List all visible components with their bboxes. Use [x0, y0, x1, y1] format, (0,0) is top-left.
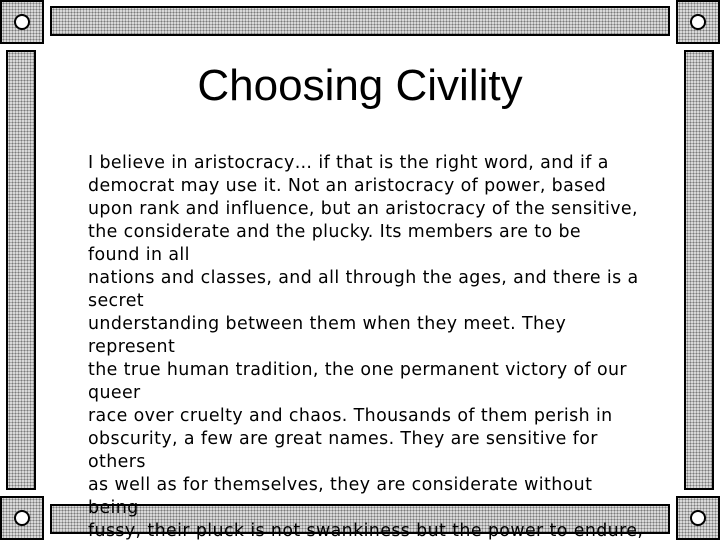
- body-line: democrat may use it. Not an aristocracy of power, based: [88, 176, 607, 196]
- body-line: fussy, their pluck is not swankiness but the power to endure,: [88, 521, 644, 540]
- body-line: queer: [88, 383, 141, 403]
- body-line: nations and classes, and all through the ages, and there is a: [88, 268, 639, 288]
- body-line: being: [88, 498, 139, 518]
- body-line: the considerate and the plucky. Its members are to be: [88, 222, 582, 242]
- frame-border-left: [6, 50, 36, 490]
- body-line: represent: [88, 337, 176, 357]
- body-line: the true human tradition, the one permanent victory of our: [88, 360, 627, 380]
- frame-border-top: [50, 6, 670, 36]
- body-line: race over cruelty and chaos. Thousands of them perish in: [88, 406, 613, 426]
- body-line: as well as for themselves, they are considerate without: [88, 475, 593, 495]
- frame-border-right: [684, 50, 714, 490]
- corner-ornament-top-right-icon: [676, 0, 720, 44]
- body-line: understanding between them when they meet. They: [88, 314, 567, 334]
- body-line: I believe in aristocracy… if that is the right word, and if a: [88, 153, 609, 173]
- corner-ornament-top-left-icon: [0, 0, 44, 44]
- corner-ornament-bottom-left-icon: [0, 496, 44, 540]
- body-line: secret: [88, 291, 145, 311]
- corner-ornament-bottom-right-icon: [676, 496, 720, 540]
- body-line: found in all: [88, 245, 190, 265]
- body-line: upon rank and influence, but an aristocracy of the sensitive,: [88, 199, 638, 219]
- slide-title: Choosing Civility: [197, 61, 523, 110]
- body-line: others: [88, 452, 146, 472]
- slide-body-text: [88, 152, 668, 540]
- body-line: obscurity, a few are great names. They are sensitive for: [88, 429, 598, 449]
